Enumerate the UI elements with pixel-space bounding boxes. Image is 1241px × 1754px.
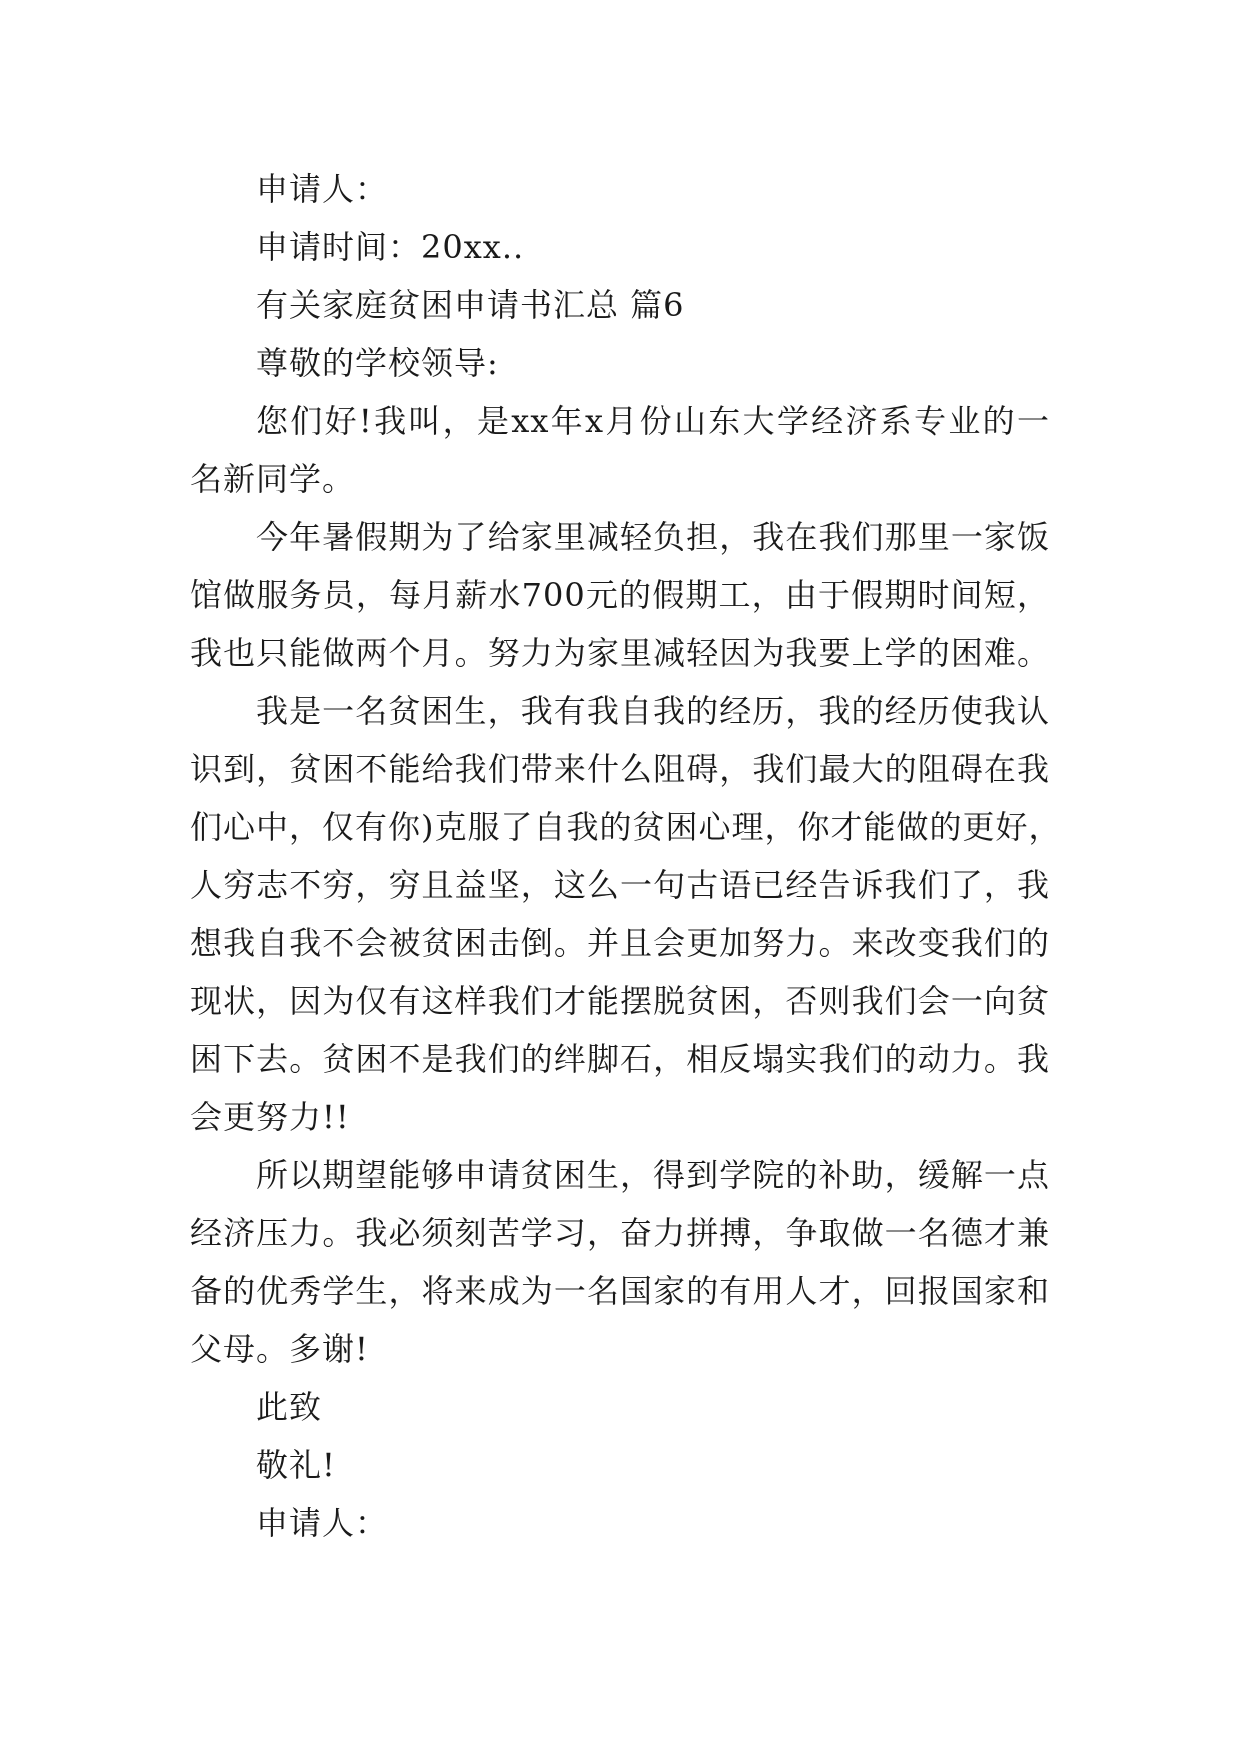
paragraph-line: 困下去。贫困不是我们的绊脚石，相反塌实我们的动力。我 [190, 1040, 1050, 1078]
closing-ci-zhi: 此致 [256, 1388, 323, 1426]
paragraph-line: 今年暑假期为了给家里减轻负担，我在我们那里一家饭 [256, 518, 1050, 556]
paragraph-line: 父母。多谢! [190, 1330, 369, 1368]
paragraph-line: 人穷志不穷，穷且益坚，这么一句古语已经告诉我们了，我 [190, 866, 1050, 904]
paragraph-line: 所以期望能够申请贫困生，得到学院的补助，缓解一点 [256, 1156, 1050, 1194]
paragraph-line: 识到，贫困不能给我们带来什么阻碍，我们最大的阻碍在我 [190, 750, 1050, 788]
paragraph-line: 馆做服务员，每月薪水700元的假期工，由于假期时间短， [190, 576, 1050, 614]
salutation: 尊敬的学校领导: [256, 344, 499, 382]
paragraph-line: 我也只能做两个月。努力为家里减轻因为我要上学的困难。 [190, 634, 1050, 672]
paragraph-2 [190, 508, 1050, 682]
document-page [190, 160, 1062, 1552]
closing-jing-li: 敬礼! [256, 1446, 336, 1484]
paragraph-line: 现状，因为仅有这样我们才能摆脱贫困，否则我们会一向贫 [190, 982, 1050, 1020]
apply-time-line: 申请时间：20xx.. [256, 228, 525, 266]
paragraph-4 [190, 1146, 1050, 1378]
paragraph-line: 想我自我不会被贫困击倒。并且会更加努力。来改变我们的 [190, 924, 1050, 962]
paragraph-line: 们心中，仅有你)克服了自我的贫困心理，你才能做的更好， [190, 808, 1062, 846]
paragraph-1 [190, 392, 1050, 508]
paragraph-line: 我是一名贫困生，我有我自我的经历，我的经历使我认 [256, 692, 1050, 730]
paragraph-3 [190, 682, 1062, 1146]
paragraph-line: 会更努力!! [190, 1098, 350, 1136]
paragraph-line: 您们好!我叫，是xx年x月份山东大学经济系专业的一 [256, 402, 1050, 440]
applicant-line-bottom: 申请人： [256, 1504, 389, 1542]
paragraph-line: 经济压力。我必须刻苦学习，奋力拼搏，争取做一名德才兼 [190, 1214, 1050, 1252]
applicant-line-top: 申请人： [256, 170, 389, 208]
section-title: 有关家庭贫困申请书汇总 篇6 [256, 286, 685, 324]
paragraph-line: 备的优秀学生，将来成为一名国家的有用人才，回报国家和 [190, 1272, 1050, 1310]
paragraph-line: 名新同学。 [190, 460, 356, 498]
